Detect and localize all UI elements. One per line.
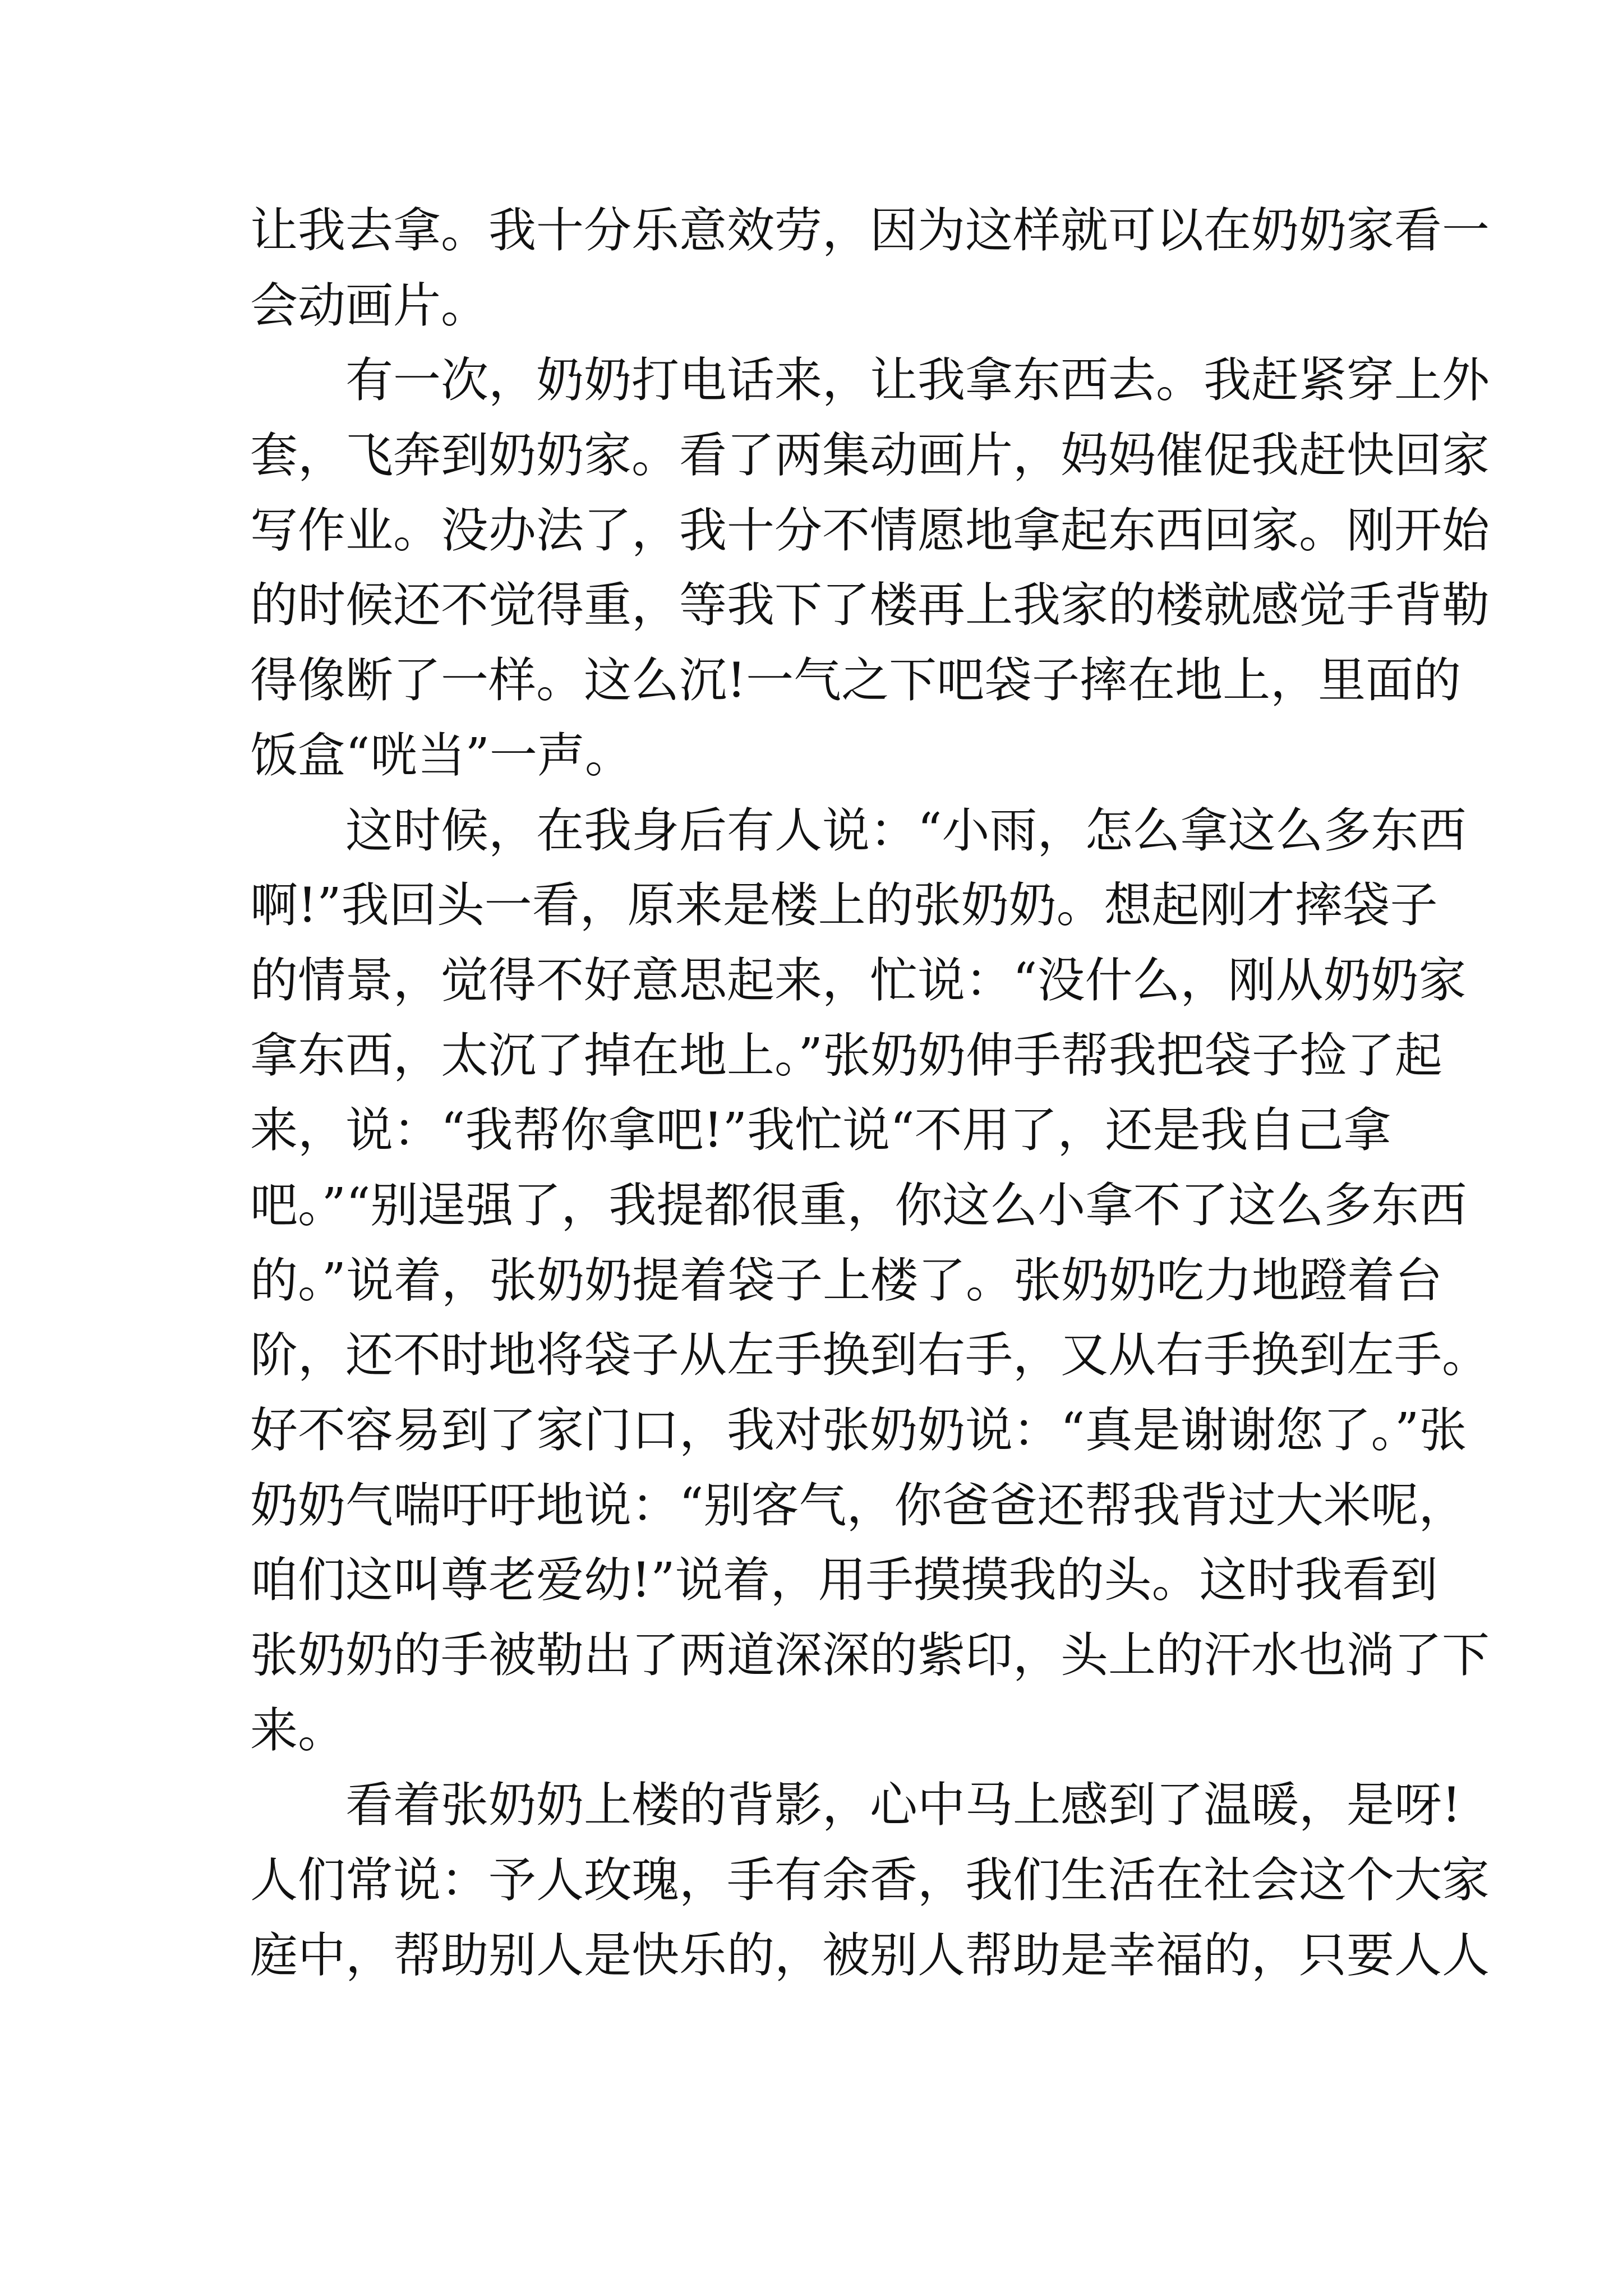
text-line: 拿东西，太沉了掉在地上。”张奶奶伸手帮我把袋子捡了起 xyxy=(250,1028,1442,1084)
text-line: 写作业。没办法了，我十分不情愿地拿起东西回家。刚开始 xyxy=(250,503,1490,559)
text-line: 有一次，奶奶打电话来，让我拿东西去。我赶紧穿上外 xyxy=(250,353,1490,409)
text-line: 会动画片。 xyxy=(250,278,489,334)
text-line: 吧。”“别逞强了，我提都很重，你这么小拿不了这么多东西 xyxy=(250,1177,1467,1234)
text-line: 来，说：“我帮你拿吧!”我忙说“不用了，还是我自己拿 xyxy=(250,1103,1391,1159)
text-line: 的情景，觉得不好意思起来，忙说：“没什么，刚从奶奶家 xyxy=(250,953,1467,1009)
text-line: 来。 xyxy=(250,1703,346,1759)
text-line: 阶，还不时地将袋子从左手换到右手，又从右手换到左手。 xyxy=(250,1328,1490,1384)
text-line: 庭中，帮助别人是快乐的，被别人帮助是幸福的，只要人人 xyxy=(250,1927,1490,1984)
text-line: 人们常说：予人玫瑰，手有余香，我们生活在社会这个大家 xyxy=(250,1853,1490,1909)
text-line: 的。”说着，张奶奶提着袋子上楼了。张奶奶吃力地蹬着台 xyxy=(250,1253,1442,1309)
text-line: 套，飞奔到奶奶家。看了两集动画片，妈妈催促我赶快回家 xyxy=(250,428,1490,484)
text-line: 让我去拿。我十分乐意效劳，因为这样就可以在奶奶家看一 xyxy=(250,203,1490,259)
body-text xyxy=(250,194,1490,1994)
text-line: 好不容易到了家门口，我对张奶奶说：“真是谢谢您了。”张 xyxy=(250,1403,1467,1458)
text-line: 饭盒“咣当”一声。 xyxy=(250,728,633,784)
text-line: 咱们这叫尊老爱幼!”说着，用手摸摸我的头。这时我看到 xyxy=(250,1553,1438,1609)
text-line: 的时候还不觉得重，等我下了楼再上我家的楼就感觉手背勒 xyxy=(250,578,1490,634)
text-line: 这时候，在我身后有人说：“小雨，怎么拿这么多东西 xyxy=(250,803,1467,859)
text-line: 得像断了一样。这么沉!一气之下吧袋子摔在地上，里面的 xyxy=(250,653,1461,709)
text-line: 奶奶气喘吁吁地说：“别客气，你爸爸还帮我背过大米呢， xyxy=(250,1478,1467,1534)
text-line: 啊!”我回头一看，原来是楼上的张奶奶。想起刚才摔袋子 xyxy=(250,878,1438,934)
text-line: 看着张奶奶上楼的背影，心中马上感到了温暖，是呀! xyxy=(250,1778,1461,1834)
text-line: 张奶奶的手被勒出了两道深深的紫印，头上的汗水也淌了下 xyxy=(250,1628,1490,1684)
